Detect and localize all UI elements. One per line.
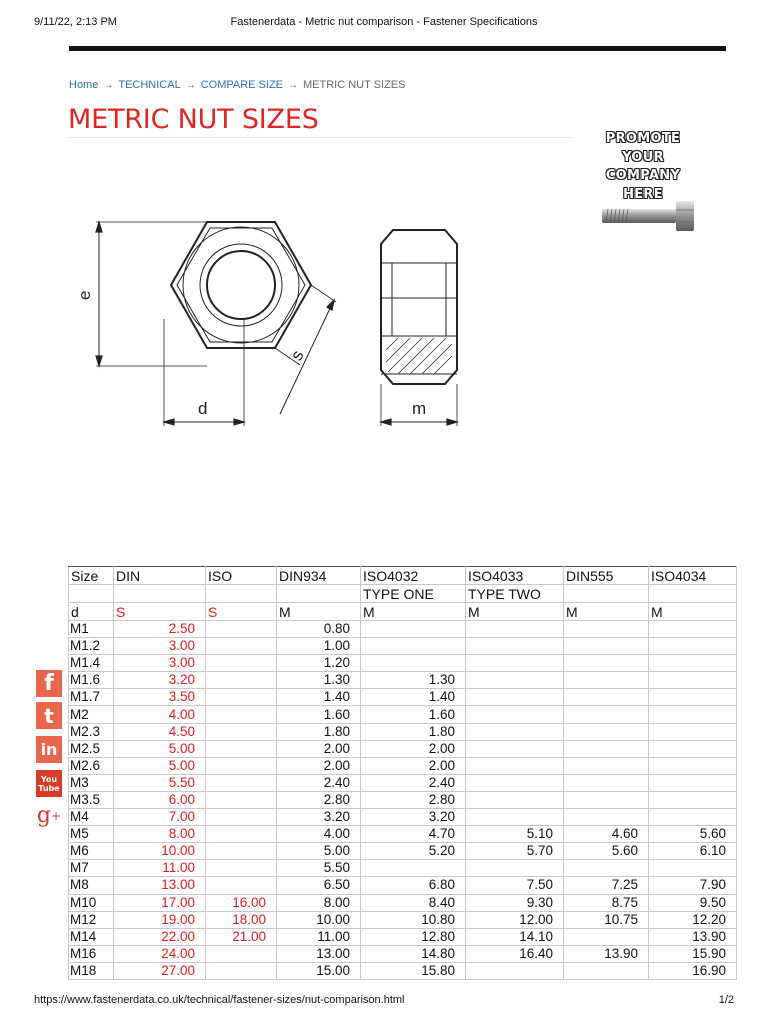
promo-line: HERE [623,186,663,202]
breadcrumb-current: METRIC NUT SIZES [303,79,406,91]
table-cell: 1.40 [277,689,361,706]
table-cell [206,757,277,774]
table-cell [361,638,466,655]
table-row [69,672,737,689]
table-row [69,621,737,638]
table-cell: 13.00 [277,945,361,962]
table-cell [466,621,564,638]
top-divider-bar [69,46,726,51]
table-cell [466,809,564,826]
table-cell: 2.80 [277,791,361,808]
table-cell: 4.50 [114,723,206,740]
table-cell: 11.00 [277,928,361,945]
table-cell: M [361,603,466,621]
table-cell [206,723,277,740]
table-cell: M [564,603,649,621]
nut-sizes-table-container [68,566,736,980]
table-cell: 15.90 [649,945,737,962]
table-cell [69,585,114,603]
table-cell: M [649,603,737,621]
table-cell [649,706,737,723]
table-cell: 1.30 [361,672,466,689]
table-cell [649,723,737,740]
table-row [69,894,737,911]
table-cell: 1.60 [361,706,466,723]
table-cell: 9.30 [466,894,564,911]
table-cell [466,962,564,979]
arrow-right-icon: → [103,80,114,91]
table-cell: 10.00 [277,911,361,928]
table-cell: 16.90 [649,962,737,979]
table-cell: 2.40 [361,774,466,791]
table-cell: 5.70 [466,843,564,860]
table-cell: 3.20 [361,809,466,826]
table-cell: M4 [69,809,114,826]
table-cell [206,860,277,877]
table-cell: 5.00 [277,843,361,860]
table-cell: 17.00 [114,894,206,911]
table-cell [564,585,649,603]
table-cell [206,774,277,791]
table-cell: 1.00 [277,638,361,655]
table-cell: ISO [206,567,277,585]
table-cell [206,945,277,962]
table-cell: 22.00 [114,928,206,945]
table-cell: 12.00 [466,911,564,928]
page-url: https://www.fastenerdata.co.uk/technical/fastener-sizes/nut-comparison.html [34,994,405,1006]
table-cell: 2.80 [361,791,466,808]
table-cell: M14 [69,928,114,945]
table-cell: 2.00 [277,740,361,757]
table-row [69,945,737,962]
table-cell: 12.20 [649,911,737,928]
table-cell: 16.40 [466,945,564,962]
table-cell: M2.6 [69,757,114,774]
table-cell: 5.60 [564,843,649,860]
table-cell: 7.90 [649,877,737,894]
table-cell: M7 [69,860,114,877]
table-cell [649,621,737,638]
table-cell: 27.00 [114,962,206,979]
table-cell [114,585,206,603]
table-cell: 1.80 [277,723,361,740]
table-cell: 1.80 [361,723,466,740]
table-row [69,791,737,808]
table-cell: ISO4034 [649,567,737,585]
table-cell [466,757,564,774]
breadcrumb-technical-link[interactable]: TECHNICAL [118,79,181,91]
table-cell: 5.50 [277,860,361,877]
table-cell [649,774,737,791]
promo-line: COMPANY [605,168,681,183]
arrow-right-icon: → [288,80,298,91]
table-cell: 5.10 [466,826,564,843]
table-cell: 4.00 [277,826,361,843]
table-cell: 2.40 [277,774,361,791]
table-cell: 5.50 [114,774,206,791]
table-cell [361,655,466,672]
table-cell: 21.00 [206,928,277,945]
table-cell [466,791,564,808]
table-cell [649,791,737,808]
table-row [69,962,737,979]
table-cell [564,621,649,638]
table-cell: 2.50 [114,621,206,638]
table-cell: M [466,603,564,621]
table-cell [649,860,737,877]
table-cell [206,740,277,757]
table-cell: M6 [69,843,114,860]
table-cell: 1.30 [277,672,361,689]
table-cell: 4.60 [564,826,649,843]
table-row [69,860,737,877]
table-cell [466,860,564,877]
table-cell [649,655,737,672]
table-row [69,723,737,740]
table-cell: M1.7 [69,689,114,706]
table-row [69,877,737,894]
table-cell: M2 [69,706,114,723]
table-cell [206,791,277,808]
dimension-label-m: m [412,399,427,418]
table-cell [206,655,277,672]
table-cell [206,826,277,843]
table-row [69,740,737,757]
table-cell: 3.20 [277,809,361,826]
table-row [69,928,737,945]
table-cell: 18.00 [206,911,277,928]
table-cell: ISO4032 [361,567,466,585]
promo-text [588,130,698,204]
table-cell [466,723,564,740]
nut-thread-circle [200,244,282,326]
table-cell: 6.00 [114,791,206,808]
table-cell [649,809,737,826]
table-cell [466,706,564,723]
table-cell: M3 [69,774,114,791]
table-cell [564,723,649,740]
nut-hexagon-outline [171,222,311,348]
table-row [69,809,737,826]
table-cell [361,860,466,877]
table-cell: 24.00 [114,945,206,962]
hatched-section [386,338,452,374]
table-cell: 8.00 [277,894,361,911]
table-cell: M1.2 [69,638,114,655]
google-plus-icon[interactable]: g + [36,803,62,828]
table-cell [649,672,737,689]
table-cell [466,774,564,791]
table-cell: 1.20 [277,655,361,672]
table-header-row [69,585,737,603]
table-cell [564,655,649,672]
table-cell: 11.00 [114,860,206,877]
table-cell: 5.20 [361,843,466,860]
table-cell: 4.00 [114,706,206,723]
table-cell [564,928,649,945]
table-cell: S [206,603,277,621]
table-row [69,638,737,655]
table-cell [564,791,649,808]
table-cell: 13.90 [564,945,649,962]
table-cell: 13.90 [649,928,737,945]
promo-line: PROMOTE [605,131,681,146]
title-underline [69,137,571,138]
table-cell [564,809,649,826]
print-date: 9/11/22, 2:13 PM [34,16,117,28]
table-cell [466,655,564,672]
nut-sizes-table [68,566,737,980]
linkedin-icon[interactable]: in [36,736,62,763]
table-cell [564,774,649,791]
table-cell: TYPE TWO [466,585,564,603]
table-cell: DIN934 [277,567,361,585]
table-cell [564,740,649,757]
table-cell: M3.5 [69,791,114,808]
table-cell: 14.10 [466,928,564,945]
table-cell: 7.00 [114,809,206,826]
table-cell [466,689,564,706]
table-cell: DIN555 [564,567,649,585]
table-cell: M1 [69,621,114,638]
table-cell: M [277,603,361,621]
table-cell: 1.40 [361,689,466,706]
table-cell: 2.00 [277,757,361,774]
breadcrumb-compare-size-link[interactable]: COMPARE SIZE [200,79,283,91]
table-cell [206,962,277,979]
breadcrumb-home-link[interactable]: Home [69,79,99,91]
table-cell [206,706,277,723]
metric-nut-diagram [68,200,508,470]
table-row [69,843,737,860]
table-cell [564,757,649,774]
table-cell [649,689,737,706]
print-header [34,16,734,32]
table-cell [206,689,277,706]
table-cell: 10.00 [114,843,206,860]
table-cell: 13.00 [114,877,206,894]
table-cell: M8 [69,877,114,894]
table-cell: 16.00 [206,894,277,911]
nut-bore-circle [207,251,275,319]
table-cell: 6.10 [649,843,737,860]
table-cell [564,962,649,979]
table-cell: DIN [114,567,206,585]
table-cell: 19.00 [114,911,206,928]
table-cell: 8.40 [361,894,466,911]
facebook-icon[interactable]: f [36,670,62,697]
promote-your-company-banner[interactable] [588,130,698,238]
table-cell: 8.00 [114,826,206,843]
table-cell: M18 [69,962,114,979]
table-cell: 5.00 [114,740,206,757]
table-row [69,774,737,791]
table-cell [649,638,737,655]
table-cell: 12.80 [361,928,466,945]
page-title: METRIC NUT SIZES [68,104,319,135]
table-cell: M2.5 [69,740,114,757]
youtube-icon[interactable]: You Tube [36,770,62,797]
table-cell: 10.80 [361,911,466,928]
table-cell: 5.60 [649,826,737,843]
table-header-row [69,567,737,585]
table-cell [206,621,277,638]
table-header-row [69,603,737,621]
table-cell [361,621,466,638]
table-cell: 3.20 [114,672,206,689]
table-cell: 2.00 [361,757,466,774]
table-cell [564,689,649,706]
table-cell: S [114,603,206,621]
table-cell: 14.80 [361,945,466,962]
twitter-icon[interactable]: t [36,702,62,729]
table-cell [466,672,564,689]
table-cell: ISO4033 [466,567,564,585]
table-cell: 1.60 [277,706,361,723]
table-cell: M16 [69,945,114,962]
table-cell: 5.00 [114,757,206,774]
table-cell: Size [69,567,114,585]
dimension-label-s: s [286,347,308,364]
table-cell [206,585,277,603]
table-row [69,706,737,723]
table-cell [564,638,649,655]
promo-line: YOUR [622,149,664,165]
table-cell [206,877,277,894]
table-cell: 6.50 [277,877,361,894]
table-cell [206,809,277,826]
bolt-icon [600,198,700,234]
dimension-label-d: d [198,399,208,418]
table-cell: 15.80 [361,962,466,979]
table-row [69,911,737,928]
table-cell: M2.3 [69,723,114,740]
table-cell: 7.25 [564,877,649,894]
table-cell [206,843,277,860]
table-cell: d [69,603,114,621]
table-cell: 6.80 [361,877,466,894]
table-row [69,655,737,672]
table-cell: 15.00 [277,962,361,979]
arrow-right-icon: → [185,80,196,91]
table-row [69,826,737,843]
table-cell: 3.00 [114,638,206,655]
table-cell: 7.50 [466,877,564,894]
table-cell [277,585,361,603]
table-cell [649,757,737,774]
table-cell [564,672,649,689]
table-cell [466,638,564,655]
table-cell [206,672,277,689]
table-cell [206,638,277,655]
dimension-label-e: e [75,290,94,300]
table-row [69,689,737,706]
table-cell: M1.4 [69,655,114,672]
table-cell: TYPE ONE [361,585,466,603]
table-cell [564,860,649,877]
page-number: 1/2 [718,994,734,1006]
table-cell: 10.75 [564,911,649,928]
table-cell: 2.00 [361,740,466,757]
table-row [69,757,737,774]
table-cell [564,706,649,723]
table-cell: 0.80 [277,621,361,638]
table-cell [466,740,564,757]
table-cell: M12 [69,911,114,928]
table-cell: 9.50 [649,894,737,911]
print-title: Fastenerdata - Metric nut comparison - Fastener Specifications [230,16,538,28]
breadcrumb [69,79,405,91]
table-cell: M1.6 [69,672,114,689]
table-cell: M5 [69,826,114,843]
table-cell: 8.75 [564,894,649,911]
table-cell: 4.70 [361,826,466,843]
table-cell: 3.00 [114,655,206,672]
table-cell [649,740,737,757]
table-cell [649,585,737,603]
table-cell: 3.50 [114,689,206,706]
nut-hexagon-inner [177,228,305,342]
table-cell: M10 [69,894,114,911]
